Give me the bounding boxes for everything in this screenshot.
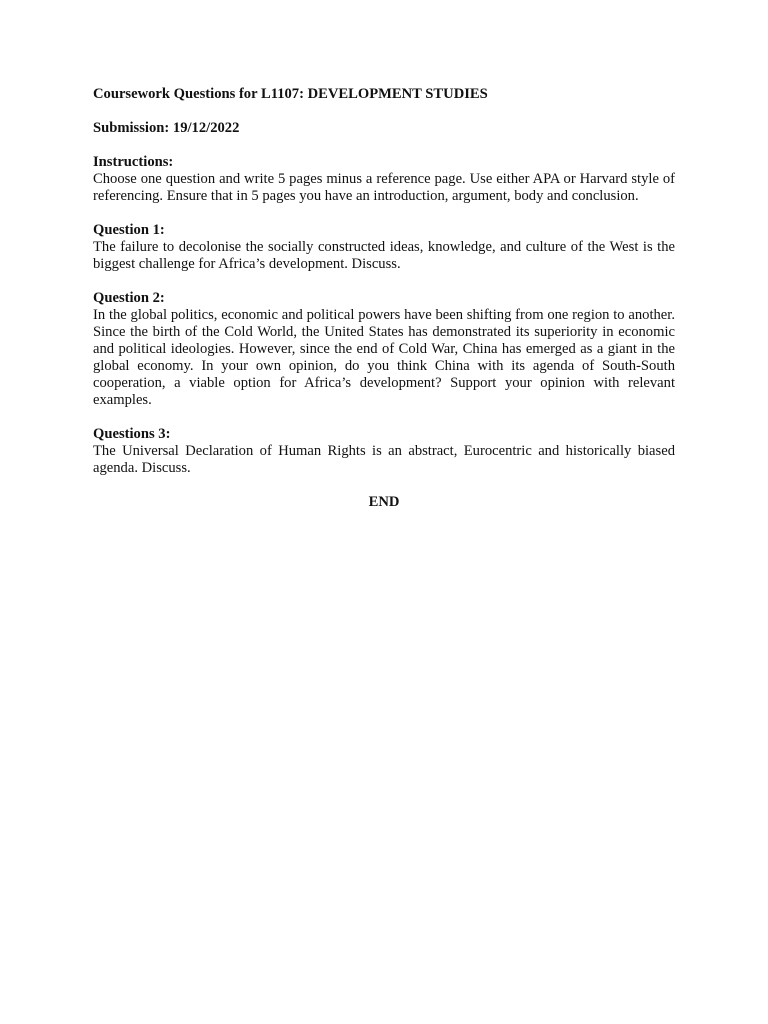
question-2-label: Question 2: (93, 290, 165, 306)
question-3-section (93, 426, 675, 477)
title-block (93, 86, 675, 103)
document-page (93, 86, 675, 511)
question-1-section (93, 222, 675, 273)
end-marker: END (368, 494, 400, 510)
instructions-label: Instructions: (93, 154, 174, 170)
question-1-label: Question 1: (93, 222, 165, 238)
instructions-text: Choose one question and write 5 pages minus a reference page. Use either APA or Harvard style of referencing. Ensure that in 5 pages you have an introduction, argument, body and conclusion. (93, 171, 675, 204)
submission-date: Submission: 19/12/2022 (93, 120, 240, 136)
submission-block (93, 120, 675, 137)
question-2-text: In the global politics, economic and political powers have been shifting from one region to another. Since the birth of the Cold World, the United States has demonstrated its superiority in economic and political ideologies. However, since the end of Cold War, China has emerged as a giant in the global economy. In your own opinion, do you think China with its agenda of South-South cooperation, a viable option for Africa’s development? Support your opinion with relevant examples. (93, 307, 675, 408)
question-3-label: Questions 3: (93, 426, 171, 442)
document-title: Coursework Questions for L1107: DEVELOPMENT STUDIES (93, 86, 488, 102)
instructions-section (93, 154, 675, 205)
question-1-text: The failure to decolonise the socially constructed ideas, knowledge, and culture of the West is the biggest challenge for Africa’s development. Discuss. (93, 239, 675, 272)
question-3-text: The Universal Declaration of Human Rights is an abstract, Eurocentric and historically biased agenda. Discuss. (93, 443, 675, 476)
question-2-section (93, 290, 675, 409)
